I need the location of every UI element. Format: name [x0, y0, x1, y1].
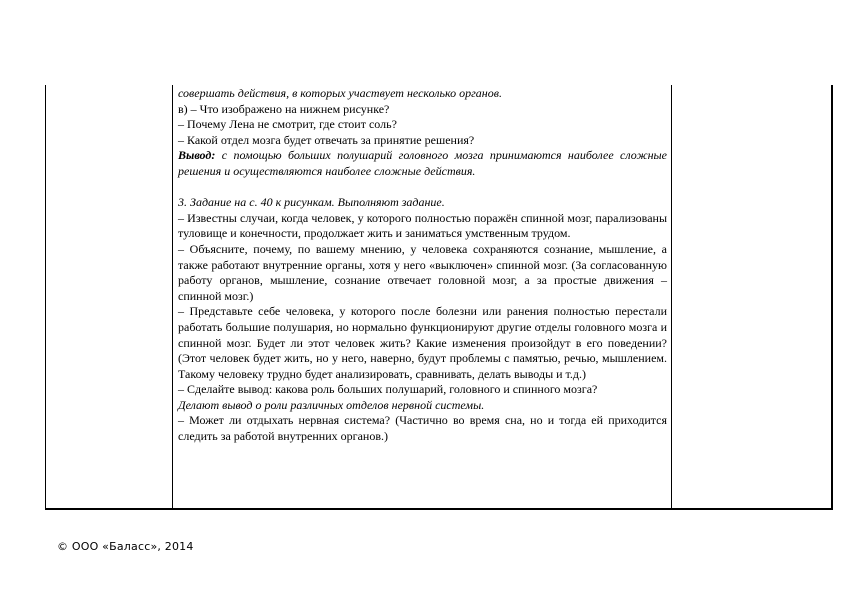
- conclusion-text: с помощью больших полушарий головного мозга принимаются наиболее сложные решения и осуществляются наиболее сложные действия.: [178, 148, 668, 178]
- text-line-2: – Почему Лена не смотрит, где стоит соль?: [178, 117, 397, 132]
- table-column-divider-right: [671, 85, 672, 508]
- text-line-0: совершать действия, в которых участвует несколько органов.: [178, 86, 502, 100]
- paragraph-2: – Представьте себе человека, у которого после болезни или ранения полностью перестали работать большие полушария, но нормально функционируют другие отделы головного мозга и спинной мозг. Будет ли этот человек жить? Какие изменения произойдут в его поведении? (Этот человек будет жить, но у него, наверно, будут проблемы с памятью, речью, мышлением. Такому человеку трудно будет анализировать, сравнивать, делать выводы и т.д.): [178, 304, 667, 381]
- italic-note: Делают вывод о роли различных отделов нервной системы.: [178, 397, 485, 412]
- spacer: [178, 180, 667, 196]
- paragraph-last: – Может ли отдыхать нервная система? (Частично во время сна, но и тогда ей приходится следить за работой внутренних органов.): [178, 413, 667, 444]
- conclusion-label: Вывод:: [178, 148, 216, 163]
- conclusion-paragraph: [178, 148, 667, 179]
- paragraph-1: – Объясните, почему, по вашему мнению, у человека сохраняются сознание, мышление, а также работают внутренние органы, хотя у него «выключен» спинной мозг. (За согласованную работу органов, мышление, сознание отвечает головной мозг, а за простые движения – спинной мозг.): [178, 241, 667, 303]
- paragraph-0: – Известны случаи, когда человек, у которого полностью поражён спинной мозг, парализованы туловище и конечности, продолжает жить и заниматься умственным трудом.: [178, 210, 667, 241]
- paragraph-3: – Сделайте вывод: какова роль больших полушарий, головного и спинного мозга?: [178, 382, 598, 397]
- task-3-heading: 3. Задание на с. 40 к рисункам. Выполняют задание.: [178, 195, 445, 210]
- text-line-1: в) – Что изображено на нижнем рисунке?: [178, 101, 390, 116]
- table-column-content: [178, 86, 667, 445]
- table-column-left: [46, 85, 173, 508]
- text-line-3: – Какой отдел мозга будет отвечать за принятие решения?: [178, 132, 475, 147]
- copyright-footer: © ООО «Баласс», 2014: [57, 540, 194, 553]
- lesson-table: [45, 85, 833, 510]
